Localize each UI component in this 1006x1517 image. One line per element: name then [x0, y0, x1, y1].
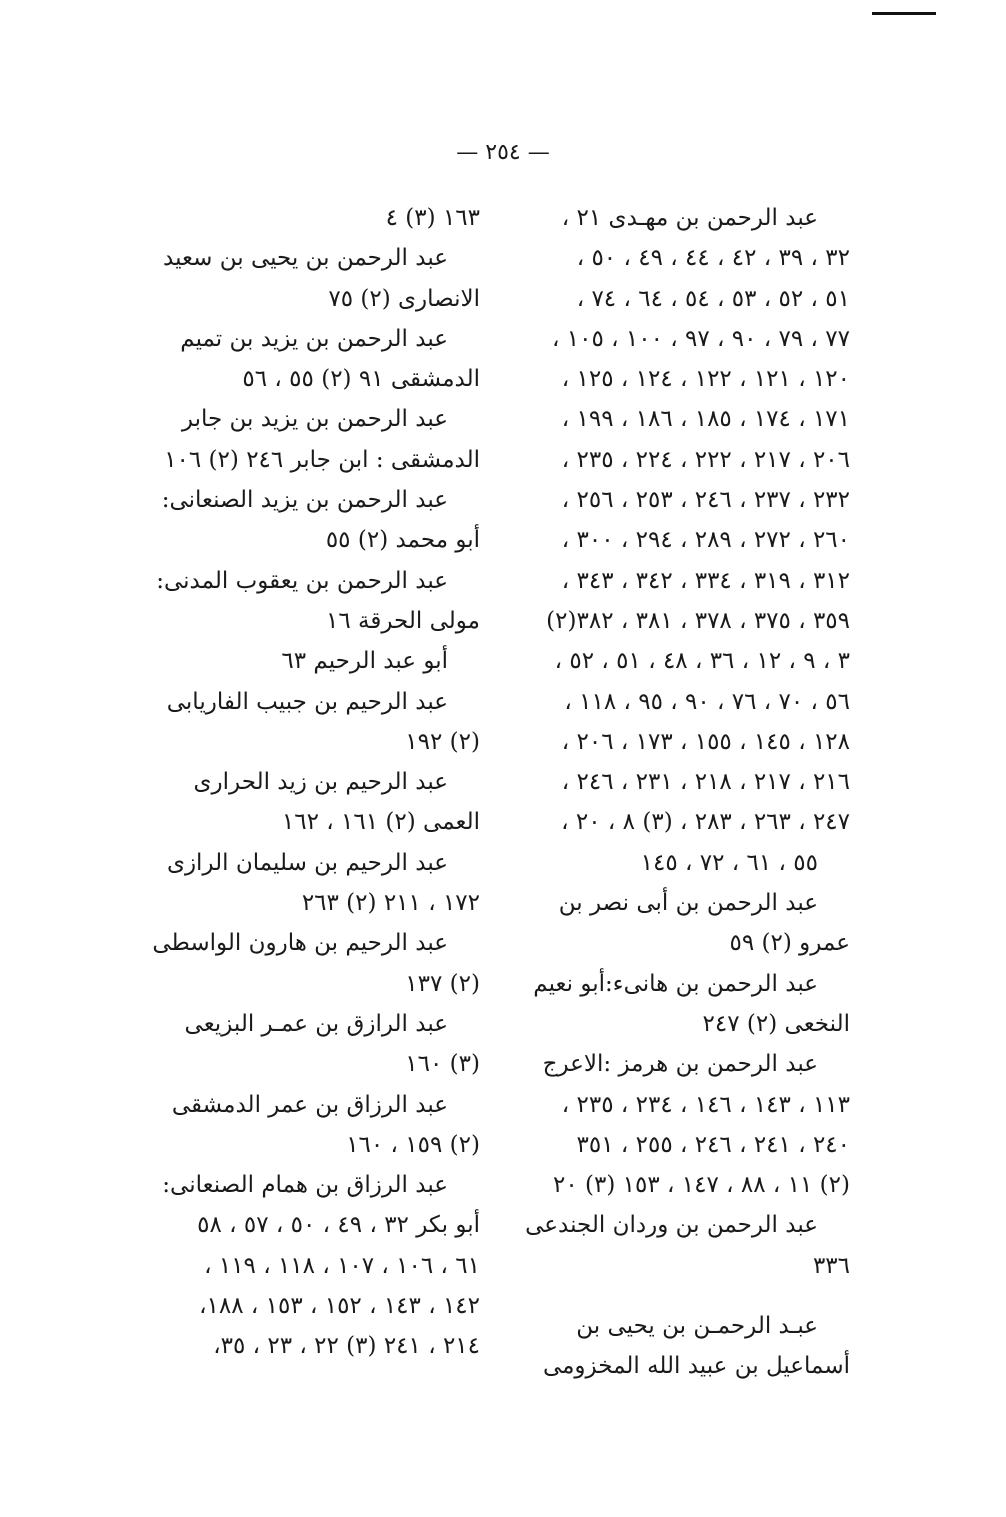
index-line: ١٢٨ ، ١٤٥ ، ١٥٥ ، ١٧٣ ، ٢٠٦ ، — [561, 728, 850, 755]
index-line: عبد الرحيم بن هارون الواسطى — [152, 930, 448, 957]
index-line: الدمشقى ٩١ (٢) ٥٥ ، ٥٦ — [242, 366, 480, 393]
index-line: عبد الرحمن بن هانىء:أبو نعيم — [533, 970, 818, 997]
index-line: ١١٣ ، ١٤٣ ، ١٤٦ ، ٢٣٤ ، ٢٣٥ ، — [561, 1091, 850, 1118]
index-line: العمى (٢) ١٦١ ، ١٦٢ — [281, 809, 480, 836]
index-line: ١٤٢ ، ١٤٣ ، ١٥٢ ، ١٥٣ ، ١٨٨، — [199, 1293, 480, 1320]
index-line: أبو عبد الرحيم ٦٣ — [281, 648, 448, 675]
index-line: ٢١٤ ، ٢٤١ (٣) ٢٢ ، ٢٣ ، ٣٥، — [213, 1333, 480, 1360]
index-line: النخعى (٢) ٢٤٧ — [702, 1010, 850, 1037]
index-line: عبد الرحمن بن وردان الجندعى — [525, 1212, 818, 1239]
index-line: ٢١٦ ، ٢١٧ ، ٢١٨ ، ٢٣١ ، ٢٤٦ ، — [561, 769, 850, 796]
index-line: عبد الرحيم بن جبيب الفاريابى — [166, 688, 448, 715]
index-line: (٢) ١٩٢ — [405, 728, 480, 755]
index-line: مولى الحرقة ١٦ — [326, 607, 480, 634]
index-line: عبد الرحمن بن يزيد بن جابر — [181, 406, 448, 433]
index-line: ٥٥ ، ٦١ ، ٧٢ ، ١٤٥ — [640, 849, 818, 876]
index-line: عبد الرحمن بن يعقوب المدنى: — [156, 567, 448, 594]
index-line: ١٢٠ ، ١٢١ ، ١٢٢ ، ١٢٤ ، ١٢٥ ، — [561, 366, 850, 393]
index-line: ١٧٢ ، ٢١١ (٢) ٢٦٣ — [301, 890, 480, 917]
index-column-right — [520, 198, 850, 1387]
index-line: ١٧١ ، ١٧٤ ، ١٨٥ ، ١٨٦ ، ١٩٩ ، — [561, 406, 850, 433]
index-line: ٦١ ، ١٠٦ ، ١٠٧ ، ١١٨ ، ١١٩ ، — [204, 1252, 480, 1279]
index-line: عبد الرزاق بن همام الصنعانى: — [162, 1172, 448, 1199]
page-number: — ٢٥٤ — — [456, 140, 550, 165]
index-line: ٢٤٧ ، ٢٦٣ ، ٢٨٣ ، (٣) ٨ ، ٢٠ ، — [561, 809, 850, 836]
index-line: عبـد الرحمـن بن يحيى بن — [576, 1313, 818, 1340]
index-line: عبد الرحمن بن أبى نصر بن — [558, 890, 818, 917]
index-line: عمرو (٢) ٥٩ — [729, 930, 850, 957]
index-line: عبد الرحيم بن زيد الحرارى — [193, 769, 448, 796]
index-line: (٢) ١١ ، ٨٨ ، ١٤٧ ، ١٥٣ (٣) ٢٠ — [552, 1172, 850, 1199]
index-line: ٧٧ ، ٧٩ ، ٩٠ ، ٩٧ ، ١٠٠ ، ١٠٥ ، — [552, 325, 850, 352]
index-line: ٣ ، ٩ ، ١٢ ، ٣٦ ، ٤٨ ، ٥١ ، ٥٢ ، — [554, 648, 850, 675]
index-line: (٢) ١٣٧ — [405, 970, 480, 997]
index-line: ٢٤٠ ، ٢٤١ ، ٢٤٦ ، ٢٥٥ ، ٣٥١ — [576, 1131, 850, 1158]
index-line: (٢) ١٥٩ ، ١٦٠ — [346, 1131, 480, 1158]
index-line: ٥١ ، ٥٢ ، ٥٣ ، ٥٤ ، ٦٤ ، ٧٤ ، — [576, 285, 850, 312]
index-line: أبو محمد (٢) ٥٥ — [325, 527, 480, 554]
index-line: ٣١٢ ، ٣١٩ ، ٣٣٤ ، ٣٤٢ ، ٣٤٣ ، — [561, 567, 850, 594]
index-line: ٢٦٠ ، ٢٧٢ ، ٢٨٩ ، ٢٩٤ ، ٣٠٠ ، — [561, 527, 850, 554]
index-line: عبد الرزاق بن عمر الدمشقى — [171, 1091, 448, 1118]
index-line: ٣٥٩ ، ٣٧٥ ، ٣٧٨ ، ٣٨١ ، ٣٨٢(٢) — [546, 607, 850, 634]
index-line: ٥٦ ، ٧٠ ، ٧٦ ، ٩٠ ، ٩٥ ، ١١٨ ، — [564, 688, 850, 715]
index-line: ١٦٣ (٣) ٤ — [385, 205, 480, 231]
index-line: (٣) ١٦٠ — [405, 1051, 480, 1078]
index-line: الانصارى (٢) ٧٥ — [328, 285, 480, 312]
index-line: ٢٣٢ ، ٢٣٧ ، ٢٤٦ ، ٢٥٣ ، ٢٥٦ ، — [561, 487, 850, 514]
index-line: أبو بكر ٣٢ ، ٤٩ ، ٥٠ ، ٥٧ ، ٥٨ — [197, 1212, 480, 1239]
index-line: ٢٠٦ ، ٢١٧ ، ٢٢٢ ، ٢٢٤ ، ٢٣٥ ، — [561, 446, 850, 473]
index-column-left — [150, 198, 480, 1367]
index-line: الدمشقى : ابن جابر ٢٤٦ (٢) ١٠٦ — [164, 446, 480, 473]
index-line: أسماعيل بن عبيد الله المخزومى — [542, 1353, 850, 1380]
index-line: عبد الرحمن بن يحيى بن سعيد — [163, 245, 448, 272]
index-line: عبد الرحيم بن سليمان الرازى — [166, 849, 448, 876]
index-line: ٣٣٦ — [812, 1252, 850, 1279]
corner-rule — [872, 12, 936, 15]
index-line: عبد الرحمن بن هرمز :الاعرج — [542, 1051, 818, 1078]
index-line: عبد الرحمن بن مهـدى ٢١ ، — [561, 205, 818, 231]
index-line: ٣٢ ، ٣٩ ، ٤٢ ، ٤٤ ، ٤٩ ، ٥٠ ، — [576, 245, 850, 272]
index-line: عبد الرحمن بن يزيد الصنعانى: — [161, 487, 448, 514]
index-line: عبد الرحمن بن يزيد بن تميم — [180, 325, 448, 352]
index-line: عبد الرازق بن عمـر البزيعى — [184, 1010, 448, 1037]
